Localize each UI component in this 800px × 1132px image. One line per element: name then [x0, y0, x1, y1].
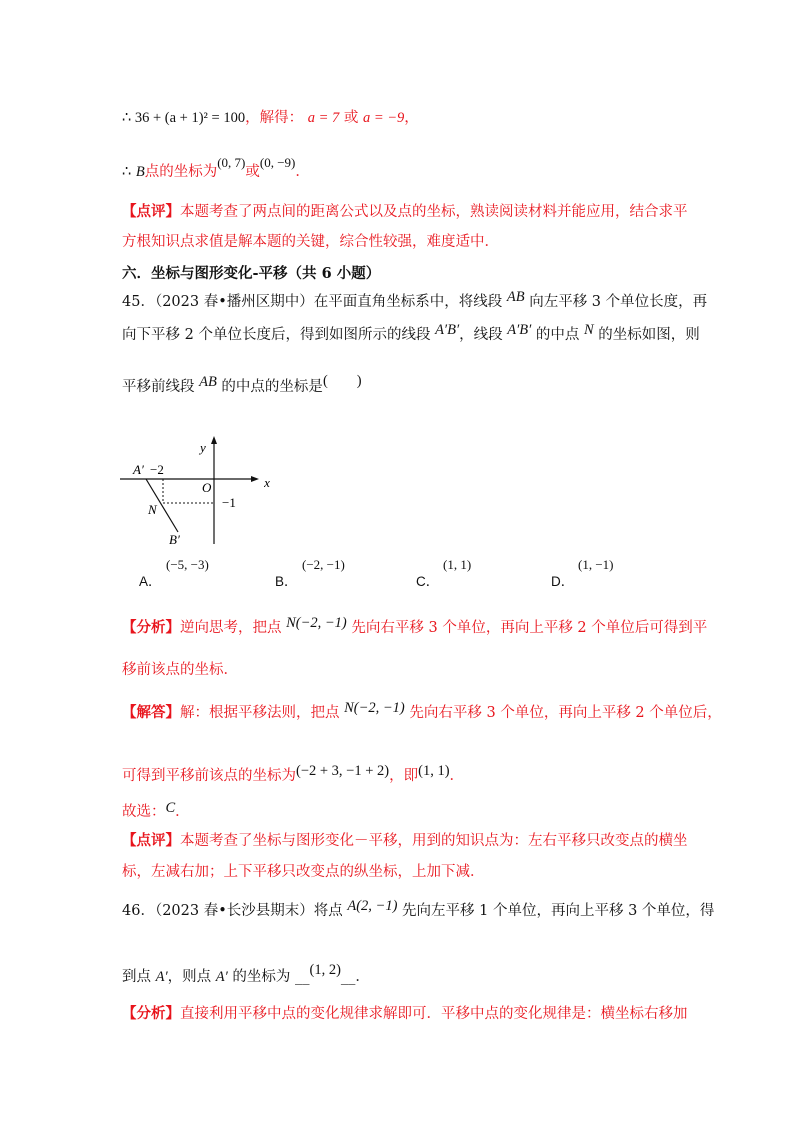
- solution-tag: 【解答】: [122, 704, 180, 721]
- coordinate-2: (0, −9): [259, 155, 296, 170]
- option-c-label[interactable]: C．: [416, 574, 440, 589]
- text: 的中点的坐标是: [216, 379, 323, 395]
- segment-apbp: A′B′: [507, 322, 532, 338]
- text: 先向右平移 3 个单位，再向上平移 2 个单位后，: [404, 705, 722, 721]
- solution-line-equation: [122, 108, 419, 128]
- text: 向左平移 3 个单位长度，再: [524, 294, 708, 310]
- text: 解：根据平移法则，把点: [180, 705, 345, 721]
- option-d-label[interactable]: D．: [551, 574, 575, 589]
- option-c-value: (1, 1): [443, 557, 472, 572]
- solution-45-line-1: [122, 700, 722, 723]
- result: (1, 1): [418, 763, 450, 779]
- analysis-45-line-1: [122, 615, 708, 638]
- text: ．: [355, 969, 370, 985]
- analysis-tag: 【分析】: [122, 619, 180, 636]
- point-n-coord: N(−2, −1): [344, 700, 405, 716]
- solution-line-b-coordinates: [122, 155, 310, 182]
- text: __: [295, 969, 310, 985]
- text: 到点: [122, 969, 156, 985]
- text: ．: [175, 804, 190, 820]
- y-label: y: [200, 440, 206, 455]
- question-45-line-2: [122, 322, 700, 345]
- section-title: [122, 264, 380, 284]
- question-45-line-3: [122, 373, 362, 397]
- text: 移前该点的坐标．: [122, 662, 238, 678]
- text: 直接利用平移中点的变化规律求解即可．平移中点的变化规律是：横坐标右移加: [180, 1006, 688, 1022]
- text: 可得到平移前该点的坐标为: [122, 768, 296, 784]
- or-word: 或: [245, 164, 260, 180]
- review-45-line-1: [122, 831, 688, 851]
- n-label: N: [148, 502, 157, 517]
- analysis-tag: 【分析】: [122, 1005, 180, 1022]
- text: 的中点: [531, 327, 585, 343]
- text: 的坐标如图，则: [593, 327, 700, 343]
- text: 先向右平移 3 个单位，再向上平移 2 个单位后可得到平: [346, 620, 708, 636]
- root-1: a = 7: [307, 110, 340, 126]
- point-a-prime: A′: [215, 969, 228, 985]
- equation: ∴ 36 + (a + 1)² = 100: [122, 110, 246, 126]
- solution-45-line-2: [122, 763, 465, 786]
- text: 平移前线段: [122, 379, 200, 395]
- option-b-value: (−2, −1): [302, 557, 345, 572]
- point-b: B: [135, 164, 145, 180]
- text: 故选：: [122, 804, 166, 820]
- period: ．: [295, 164, 310, 180]
- text: 逆向思考，把点: [180, 620, 287, 636]
- y-minus-1-label: −1: [222, 495, 236, 510]
- text: 46．（2023 春•长沙县期末）将点: [122, 903, 348, 919]
- review-45-line-2: [122, 862, 485, 882]
- or-word: 或: [343, 110, 359, 126]
- analysis-45-line-2: [122, 660, 238, 680]
- review-text: 方根知识点求值是解本题的关键，综合性较强，难度适中．: [122, 234, 499, 250]
- b-prime-label: B′: [169, 532, 180, 547]
- answer-choice: [122, 802, 190, 822]
- answer-46: (1, 2): [309, 962, 341, 978]
- text: 的坐标为: [227, 969, 295, 985]
- question-46-line-2: [122, 962, 370, 987]
- comma: ，: [245, 110, 260, 126]
- coordinate-figure: [116, 434, 276, 549]
- option-b-label[interactable]: B．: [275, 574, 298, 589]
- text: 45．（2023 春•播州区期中）在平面直角坐标系中，将线段: [122, 294, 507, 310]
- text: 点的坐标为: [144, 164, 218, 180]
- option-a-value: (−5, −3): [166, 557, 209, 572]
- x-axis-arrow: [251, 476, 259, 482]
- comma: ，: [404, 110, 419, 126]
- review-tag: 【点评】: [122, 203, 180, 220]
- origin-label: O: [202, 480, 212, 495]
- text: 标，左减右加；上下平移只改变点的纵坐标，上加下减．: [122, 864, 485, 880]
- therefore-symbol: ∴: [122, 164, 136, 180]
- point-a-prime: A′: [155, 969, 168, 985]
- review-text: 本题考查了两点间的距离公式以及点的坐标，熟读阅读材料并能应用，结合求平: [180, 204, 688, 220]
- review-tag: 【点评】: [122, 832, 180, 849]
- answer-c: C: [165, 800, 176, 816]
- expression: (−2 + 3, −1 + 2): [296, 763, 390, 779]
- answer-parens: ( ): [322, 373, 362, 389]
- text: ，线段: [459, 327, 508, 343]
- solve-label: 解得：: [259, 110, 304, 126]
- text: 向下平移 2 个单位长度后，得到如图所示的线段: [122, 327, 436, 343]
- analysis-46-line-1: [122, 1004, 688, 1024]
- text: __: [340, 969, 356, 985]
- segment-ab: AB: [199, 374, 217, 390]
- segment-apbp: A′B′: [435, 322, 460, 338]
- text: ，则点: [167, 969, 216, 985]
- section-title-text: 六．坐标与图形变化-平移（共 6 小题）: [122, 265, 381, 282]
- option-a-label[interactable]: A．: [139, 574, 162, 589]
- text: 先向左平移 1 个单位，再向上平移 3 个单位，得: [397, 903, 715, 919]
- x-label: x: [264, 475, 270, 490]
- root-2: a = −9: [362, 110, 405, 126]
- y-minus-2-label: −2: [150, 462, 164, 477]
- text: ，即: [389, 768, 419, 784]
- question-45-line-1: [122, 289, 708, 312]
- question-46-line-1: [122, 898, 715, 921]
- point-a-coord: A(2, −1): [347, 898, 398, 914]
- segment-ab: AB: [506, 289, 525, 305]
- a-prime-label: A′: [133, 462, 144, 477]
- review-paragraph-cont: [122, 232, 499, 252]
- coordinate-1: (0, 7): [217, 155, 246, 170]
- point-n: N: [584, 322, 594, 338]
- point-n-coord: N(−2, −1): [286, 615, 347, 631]
- y-axis-arrow: [211, 436, 217, 444]
- option-d-value: (1, −1): [578, 557, 614, 572]
- text: 本题考查了坐标与图形变化－平移，用到的知识点为：左右平移只改变点的横坐: [180, 833, 688, 849]
- text: ．: [449, 768, 465, 784]
- review-paragraph: [122, 202, 688, 222]
